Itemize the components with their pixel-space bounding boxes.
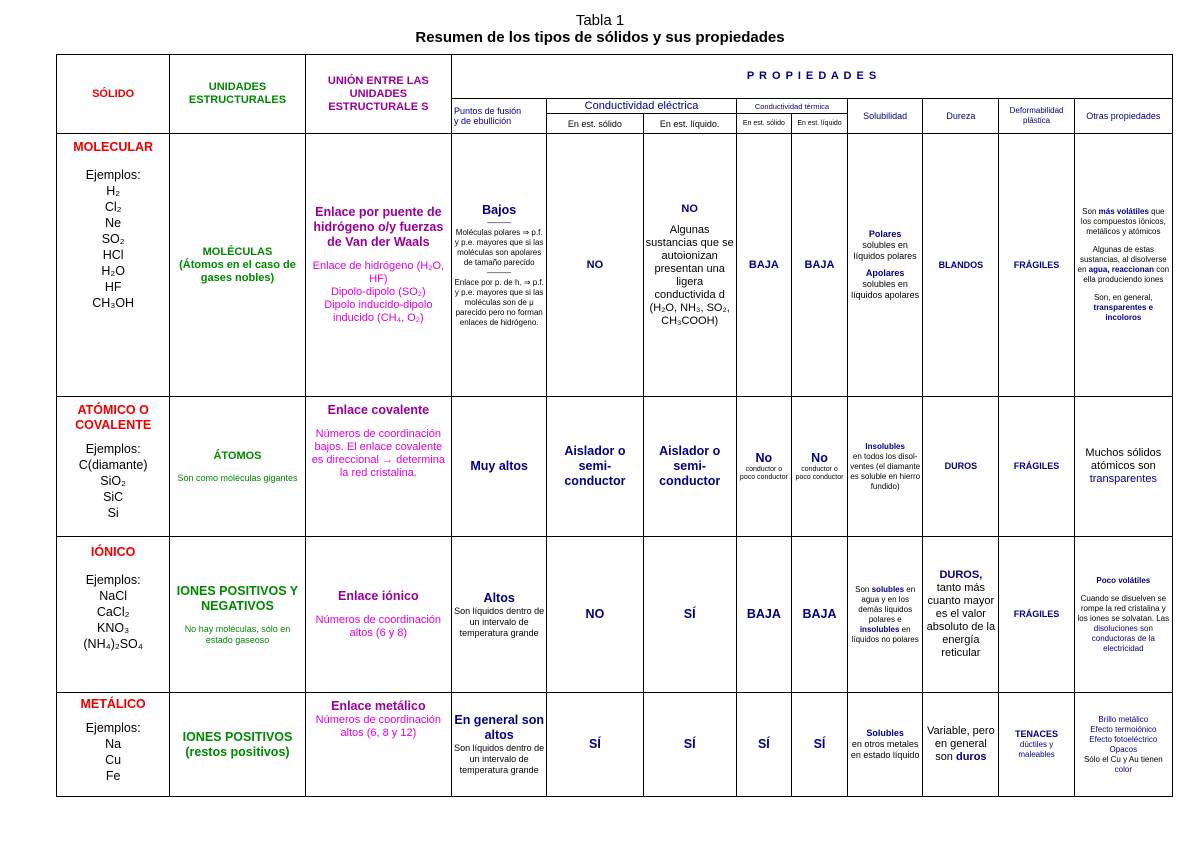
cond-liquido-text: Algunas sustancias que se autoionizan presentan una ligera conductivida d (H₂O, NH₃, SO₂, CH₃COOH)	[645, 223, 734, 327]
puntos-text: Son líquidos dentro de un intervalo de temperatura grande	[454, 743, 545, 775]
otras-text: Son, en general,	[1093, 293, 1153, 302]
puntos-metalico	[452, 693, 547, 797]
deform-atomico: FRÁGILES	[999, 397, 1074, 537]
union-text: Números de coordinación altos (6, 8 y 12)	[315, 714, 442, 739]
table-number: Tabla 1	[575, 12, 625, 29]
union-title: Enlace por puente de hidrógeno o/y fuerzas de Van der Waals	[313, 205, 444, 249]
otras-text: Cuando se disuelven se rompe la red cristalina y los iones se solvatan. Las	[1077, 593, 1170, 623]
puntos-title: Altos	[483, 590, 515, 605]
example-item: Si	[107, 506, 119, 520]
sol-atomico	[848, 397, 923, 537]
cond-liquido-molecular	[643, 134, 736, 397]
puntos-text-2: Enlace por p. de h. ⇒ p.f. y p.e. mayores que si las moléculas son de μ parecido pero no forman enlaces de hidrógeno.	[454, 277, 544, 327]
term-liquido-atomico	[791, 397, 847, 537]
unidades-title: IONES POSITIVOS	[182, 729, 293, 744]
solid-name: MOLECULAR	[73, 140, 154, 154]
otras-molecular	[1074, 134, 1172, 397]
solid-name: ATÓMICO O COVALENTE	[75, 403, 152, 432]
sol-text: Son	[855, 584, 872, 594]
examples-list	[59, 736, 167, 784]
puntos-title: Bajos	[482, 202, 517, 217]
sol-text: en líquidos no polares	[851, 624, 919, 644]
term-solido-metalico: SÍ	[736, 693, 791, 797]
unidades-atomico	[170, 397, 305, 537]
example-item: NaCl	[99, 589, 128, 603]
unidades-sub: Son como moléculas gigantes	[177, 472, 298, 483]
example-item: Fe	[105, 769, 121, 783]
sol-title: Solubles	[866, 728, 904, 738]
row-molecular	[57, 134, 1173, 397]
sol-ionico	[848, 537, 923, 693]
deform-title: TENACES	[1015, 729, 1059, 739]
solids-summary-table	[56, 54, 1173, 797]
dureza-molecular: BLANDOS	[923, 134, 999, 397]
examples-label: Ejemplos:	[85, 721, 141, 735]
union-metalico	[305, 693, 451, 797]
sol-text-2: solubles en líquidos apolares	[851, 279, 920, 300]
example-item: C(diamante)	[78, 458, 148, 472]
example-item: KNO₃	[97, 621, 130, 635]
term-sub: conductor o poco conductor	[739, 466, 788, 481]
examples-label: Ejemplos:	[85, 573, 141, 587]
sol-text: en otros metales en estado líquido	[850, 739, 920, 760]
union-lines	[308, 260, 449, 325]
union-molecular	[305, 134, 451, 397]
example-item: HF	[104, 280, 122, 294]
solid-metalico	[57, 693, 170, 797]
otras-termoionico: Efecto termoiónico	[1090, 724, 1157, 734]
solid-molecular	[57, 134, 170, 397]
term-liquido-ionico: BAJA	[791, 537, 847, 693]
sol-text-1: solubles en líquidos polares	[853, 240, 917, 261]
union-text: Números de coordinación altos (6 y 8)	[315, 614, 442, 639]
header-en-solido: En est. sólido	[547, 114, 643, 134]
otras-highlight: transparentes e incoloros	[1093, 303, 1154, 322]
term-liquido-molecular: BAJA	[791, 134, 847, 397]
header-deformabilidad: Deformabilidad plástica	[999, 99, 1074, 134]
otras-color	[1077, 755, 1170, 775]
header-cond-termica: Conductividad térmica	[736, 99, 847, 114]
unidades-sub: No hay moléculas, sólo en estado gaseoso	[184, 623, 291, 645]
union-line: Enlace de hidrógeno (H₂O, HF)	[312, 260, 445, 285]
puntos-title: En general son altos	[454, 713, 544, 742]
header-otras: Otras propiedades	[1074, 99, 1172, 134]
term-title: No	[811, 451, 828, 465]
row-ionico	[57, 537, 1173, 693]
deform-ionico: FRÁGILES	[999, 537, 1074, 693]
dureza-metalico	[923, 693, 999, 797]
examples-list	[59, 183, 167, 311]
dureza-highlight: duros	[955, 751, 987, 763]
examples-list	[59, 457, 167, 521]
otras-highlight: transparentes	[1089, 473, 1157, 485]
term-sub: conductor o poco conductor	[795, 466, 844, 481]
otras-highlight: más volátiles	[1098, 207, 1149, 216]
unidades-sub: (Átomos en el caso de gases nobles)	[179, 258, 296, 284]
deform-metalico	[999, 693, 1074, 797]
sol-metalico	[848, 693, 923, 797]
otras-highlight: color	[1114, 764, 1132, 774]
otras-brillo: Brillo metálico	[1098, 714, 1149, 724]
term-solido-ionico: BAJA	[736, 537, 791, 693]
puntos-ionico	[452, 537, 547, 693]
puntos-text: Son líquidos dentro de un intervalo de temperatura grande	[454, 605, 545, 638]
solid-name: IÓNICO	[90, 545, 136, 559]
otras-text: con ella produciendo iones	[1083, 265, 1170, 284]
solid-name: METÁLICO	[80, 697, 146, 711]
row-metalico	[57, 693, 1173, 797]
example-item: SO₂	[101, 232, 125, 246]
sol-molecular	[848, 134, 923, 397]
example-item: HCl	[102, 248, 124, 262]
term-liquido-metalico: SÍ	[791, 693, 847, 797]
dureza-ionico	[923, 537, 999, 693]
sol-text: en agua y en los demás líquidos polares e	[858, 584, 916, 624]
sol-apolares: Apolares	[865, 268, 905, 278]
union-ionico	[305, 537, 451, 693]
example-item: Cl₂	[104, 200, 122, 214]
unidades-ionico	[170, 537, 305, 693]
header-unidades: UNIDADES ESTRUCTURALES	[170, 55, 305, 134]
solid-ionico	[57, 537, 170, 693]
example-item: Na	[105, 737, 122, 751]
union-title: Enlace metálico	[331, 699, 426, 713]
otras-atomico	[1074, 397, 1172, 537]
deform-molecular: FRÁGILES	[999, 134, 1074, 397]
example-item: SiC	[103, 490, 124, 504]
header-solido: SÓLIDO	[57, 55, 170, 134]
term-solido-atomico	[736, 397, 791, 537]
unidades-metalico	[170, 693, 305, 797]
sol-text: en todos los disol-ventes (el diamante es soluble en hierro fundido)	[850, 451, 921, 491]
example-item: Cu	[105, 753, 122, 767]
otras-reaccionan	[1077, 245, 1170, 285]
puntos-atomico: Muy altos	[452, 397, 547, 537]
otras-disuelven	[1077, 594, 1170, 654]
otras-ionico	[1074, 537, 1172, 693]
dureza-atomico: DUROS	[923, 397, 999, 537]
term-solido-molecular: BAJA	[736, 134, 791, 397]
table-caption	[0, 12, 1200, 46]
union-title: Enlace covalente	[327, 403, 430, 417]
examples-label: Ejemplos:	[85, 442, 141, 456]
union-text: Números de coordinación bajos. El enlace covalente es direccional → determina la red cristalina.	[311, 428, 445, 479]
table-title: Resumen de los tipos de sólidos y sus propiedades	[415, 29, 785, 46]
header-term-liquido: En est. líquido	[791, 114, 847, 134]
otras-metalico	[1074, 693, 1172, 797]
puntos-text-1: Moléculas polares ⇒ p.f. y p.e. mayores que si las moléculas son apolares de tamaño parecido	[454, 227, 544, 267]
otras-highlight: disoluciones son conductoras de la electricidad	[1091, 623, 1155, 653]
otras-text: Algunas de estas sustancias, al disolverse en	[1077, 245, 1167, 274]
examples-list	[59, 588, 167, 652]
puntos-rule-2: ———	[487, 267, 512, 277]
examples-label: Ejemplos:	[85, 168, 141, 182]
unidades-title: IONES POSITIVOS Y NEGATIVOS	[176, 583, 299, 613]
header-dureza: Dureza	[923, 99, 999, 134]
sol-title: Insolubles	[865, 441, 905, 451]
otras-volatiles	[1077, 207, 1170, 237]
unidades-sub: (restos positivos)	[185, 744, 290, 759]
example-item: H₂	[106, 184, 121, 198]
cond-solido-metalico: SÍ	[547, 693, 643, 797]
cond-solido-molecular: NO	[547, 134, 643, 397]
example-item: CaCl₂	[96, 605, 130, 619]
header-row-1	[57, 55, 1173, 99]
sol-highlight: insolubles	[859, 624, 900, 634]
cond-solido-atomico: Aislador o semi-conductor	[547, 397, 643, 537]
example-item: Ne	[105, 216, 122, 230]
cond-liquido-ionico: SÍ	[643, 537, 736, 693]
header-cond-electrica: Conductividad eléctrica	[547, 99, 737, 114]
otras-fotoelectrico: Efecto fotoeléctrico	[1089, 734, 1158, 744]
header-propiedades: P R O P I E D A D E S	[452, 55, 1173, 99]
sol-polares: Polares	[868, 229, 902, 239]
otras-volatiles: Poco volátiles	[1096, 575, 1151, 585]
cond-liquido-metalico: SÍ	[643, 693, 736, 797]
otras-text: Muchos sólidos atómicos son	[1085, 447, 1162, 472]
unidades-title: MOLÉCULAS	[202, 245, 273, 258]
example-item: (NH₄)₂SO₄	[83, 637, 143, 651]
unidades-molecular	[170, 134, 305, 397]
header-solubilidad: Solubilidad	[848, 99, 923, 134]
sol-highlight: solubles	[871, 584, 905, 594]
union-line: Dipolo-dipolo (SO₂)	[330, 286, 426, 298]
example-item: H₂O	[101, 264, 125, 278]
union-atomico	[305, 397, 451, 537]
dureza-title: DUROS,	[939, 569, 983, 581]
row-atomico	[57, 397, 1173, 537]
header-puntos-fusion: Puntos de fusión y de ebullición	[452, 99, 547, 134]
header-en-liquido: En est. líquido.	[643, 114, 736, 134]
term-title: No	[755, 451, 773, 465]
header-term-solido: En est. sólido	[736, 114, 791, 134]
union-title: Enlace iónico	[338, 589, 419, 603]
puntos-rule: ———	[487, 217, 512, 227]
example-item: SiO₂	[100, 474, 126, 488]
cond-solido-ionico: NO	[547, 537, 643, 693]
cond-liquido-atomico: Aislador o semi-conductor	[643, 397, 736, 537]
cond-liquido-title: NO	[681, 202, 698, 215]
solid-atomico	[57, 397, 170, 537]
otras-transparentes	[1077, 293, 1170, 323]
dureza-text: tanto más cuanto mayor es el valor absoluto de la energía reticular	[926, 582, 996, 659]
otras-text: Son	[1082, 207, 1099, 216]
union-line: Dipolo inducido-dipolo inducido (CH₄, O₂)	[324, 299, 433, 324]
example-item: CH₃OH	[92, 296, 135, 310]
otras-text: que los compuestos iónicos, metálicos y atómicos	[1080, 207, 1166, 236]
deform-sub: dúctiles y maleables	[1018, 740, 1055, 759]
otras-opacos: Opacos	[1109, 744, 1138, 754]
unidades-title: ÁTOMOS	[213, 449, 262, 462]
otras-text: Sólo el Cu y Au tienen	[1083, 754, 1163, 764]
dureza-text: Variable, pero en general son	[927, 725, 995, 763]
header-union: UNIÓN ENTRE LAS UNIDADES ESTRUCTURALE S	[305, 55, 451, 134]
otras-highlight: agua, reaccionan	[1088, 265, 1154, 274]
puntos-molecular	[452, 134, 547, 397]
